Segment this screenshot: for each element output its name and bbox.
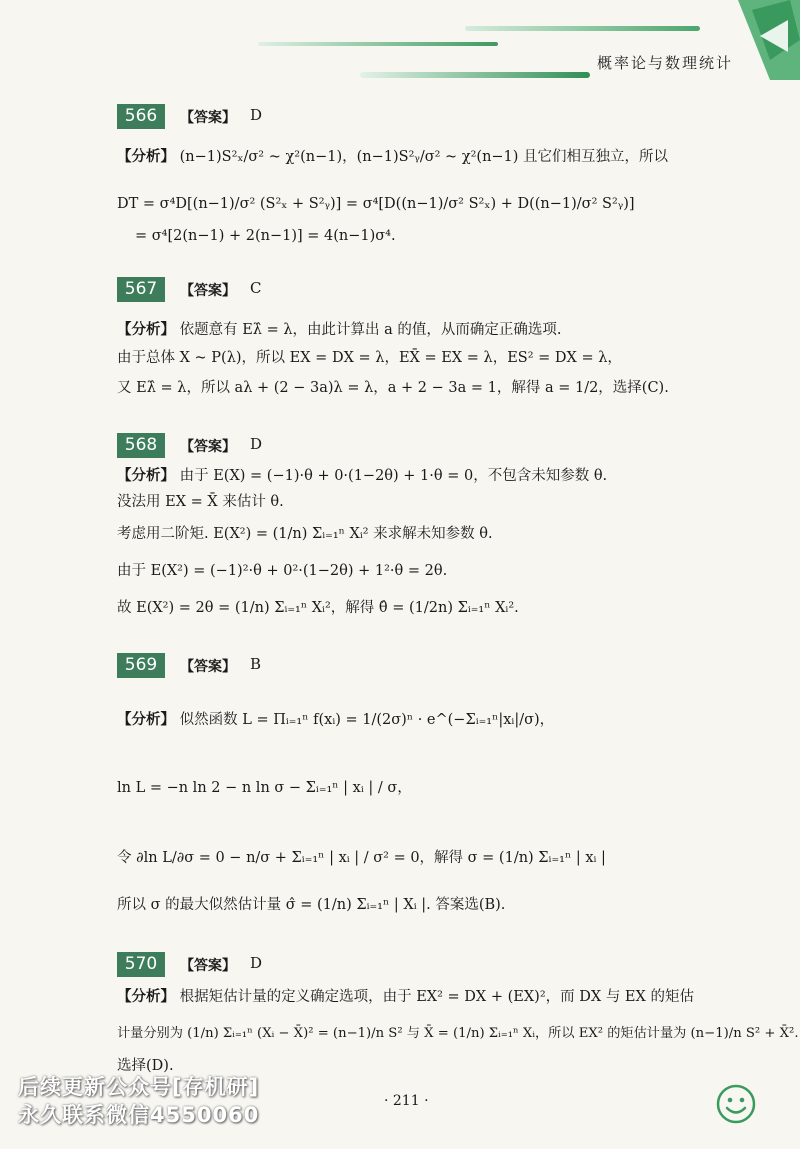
analysis-text: 依题意有 Eλ̂ = λ，由此计算出 a 的值，从而确定正确选项. bbox=[179, 322, 562, 338]
analysis-line: 由于总体 X ~ P(λ)，所以 EX = DX = λ，EX̄ = EX = λ，ES² = DX = λ， bbox=[117, 350, 622, 366]
analysis-text: 由于 E(X) = (−1)·θ + 0·(1−2θ) + 1·θ = 0，不包含未知参数 θ. bbox=[179, 468, 608, 484]
problem-number-badge: 569 bbox=[117, 653, 165, 678]
analysis-label: 【分析】 bbox=[117, 149, 175, 165]
analysis-line: 又 Eλ̂ = λ，所以 aλ + (2 − 3a)λ = λ，a + 2 − 3a = 1，解得 a = 1/2，选择(C). bbox=[117, 380, 669, 396]
header-decor-line bbox=[360, 72, 590, 78]
analysis-line: 考虑用二阶矩. E(X²) = (1/n) Σᵢ₌₁ⁿ Xᵢ² 来求解未知参数 θ. bbox=[117, 526, 493, 542]
analysis-line: ln L = −n ln 2 − n ln σ − Σᵢ₌₁ⁿ | xᵢ | / σ， bbox=[117, 780, 412, 796]
analysis-line: DT = σ⁴D[(n−1)/σ² (S²ₓ + S²ᵧ)] = σ⁴[D((n−1)/σ² S²ₓ) + D((n−1)/σ² S²ᵧ)] bbox=[117, 196, 635, 212]
analysis-label: 【分析】 bbox=[117, 989, 175, 1005]
watermark-line: 永久联系微信4550060 bbox=[18, 1103, 260, 1127]
analysis-line: 计量分别为 (1/n) Σᵢ₌₁ⁿ (Xᵢ − X̄)² = (n−1)/n S² 与 X̄ = (1/n) Σᵢ₌₁ⁿ Xᵢ，所以 EX² 的矩估计量为 (n−1)/n S² + X̄². bbox=[117, 1026, 799, 1041]
analysis-line: 没法用 EX = X̄ 来估计 θ. bbox=[117, 494, 284, 510]
analysis-line: 令 ∂ln L/∂σ = 0 − n/σ + Σᵢ₌₁ⁿ | xᵢ | / σ² = 0，解得 σ = (1/n) Σᵢ₌₁ⁿ | xᵢ | bbox=[117, 850, 606, 866]
analysis-line bbox=[117, 145, 668, 166]
analysis-text: 似然函数 L = Πᵢ₌₁ⁿ f(xᵢ) = 1/(2σ)ⁿ · e^(−Σᵢ₌₁ⁿ|xᵢ|/σ)， bbox=[179, 712, 555, 728]
analysis-line: 由于 E(X²) = (−1)²·θ + 0²·(1−2θ) + 1²·θ = 2θ. bbox=[117, 563, 448, 579]
problem-number-badge: 570 bbox=[117, 952, 165, 977]
analysis-line: = σ⁴[2(n−1) + 2(n−1)] = 4(n−1)σ⁴. bbox=[135, 228, 396, 244]
header-decor-line bbox=[258, 42, 498, 46]
analysis-line bbox=[117, 464, 607, 485]
analysis-label: 【分析】 bbox=[117, 468, 175, 484]
analysis-label: 【分析】 bbox=[117, 712, 175, 728]
answer-label: 【答案】 bbox=[180, 439, 236, 455]
analysis-text: (n−1)S²ₓ/σ² ~ χ²(n−1)，(n−1)S²ᵧ/σ² ~ χ²(n−1) 且它们相互独立，所以 bbox=[179, 149, 669, 165]
answer-value: B bbox=[250, 655, 262, 673]
problem-number-badge: 567 bbox=[117, 277, 165, 302]
watermark-line: 后续更新公众号[存机研] bbox=[18, 1075, 260, 1099]
problem-number-badge: 566 bbox=[117, 104, 165, 129]
analysis-line: 选择(D). bbox=[117, 1058, 174, 1074]
smiley-icon bbox=[716, 1084, 756, 1124]
header-decor-line bbox=[465, 26, 700, 31]
answer-label: 【答案】 bbox=[180, 283, 236, 299]
analysis-text: 根据矩估计量的定义确定选项，由于 EX² = DX + (EX)²，而 DX 与 EX 的矩估 bbox=[179, 989, 694, 1005]
problem-number-badge: 568 bbox=[117, 433, 165, 458]
answer-value: D bbox=[250, 954, 263, 972]
answer-label: 【答案】 bbox=[180, 958, 236, 974]
analysis-line: 所以 σ 的最大似然估计量 σ̂ = (1/n) Σᵢ₌₁ⁿ | Xᵢ |. 答案选(B). bbox=[117, 897, 506, 913]
analysis-label: 【分析】 bbox=[117, 322, 175, 338]
section-title: 概率论与数理统计 bbox=[597, 54, 734, 72]
analysis-line bbox=[117, 985, 694, 1006]
analysis-line: 故 E(X²) = 2θ = (1/n) Σᵢ₌₁ⁿ Xᵢ²，解得 θ̂ = (1/2n) Σᵢ₌₁ⁿ Xᵢ². bbox=[117, 600, 519, 616]
answer-label: 【答案】 bbox=[180, 110, 236, 126]
answer-value: D bbox=[250, 106, 263, 124]
answer-label: 【答案】 bbox=[180, 659, 236, 675]
analysis-line bbox=[117, 708, 554, 729]
page-number: · 211 · bbox=[384, 1093, 429, 1109]
answer-value: D bbox=[250, 435, 263, 453]
answer-value: C bbox=[250, 279, 262, 297]
analysis-line bbox=[117, 318, 562, 339]
